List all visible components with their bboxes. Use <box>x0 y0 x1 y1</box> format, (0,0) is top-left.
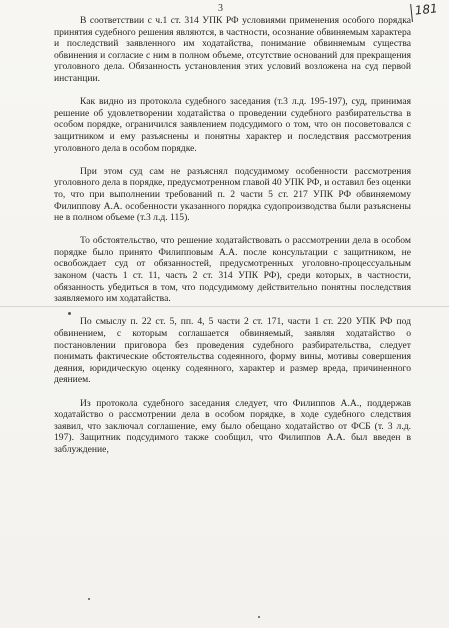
page-number: 3 <box>218 3 223 14</box>
paragraph-6: Из протокола судебного заседания следует, что Филиппов А.А., поддержав ходатайство о рассмотрении дела в особом порядке, в ходе судебного следствия заявил, что заключал соглашение, ему было обещано ходатайство от ФСБ (т. 3 л.д. 197). Защитник подсудимого также сообщил, что Филиппов А.А. был введен в заблуждение, <box>54 397 411 455</box>
scan-speck <box>88 598 90 600</box>
sheet-number-text: 181 <box>414 1 439 18</box>
document-body <box>54 15 411 467</box>
handwritten-sheet-number <box>407 1 439 24</box>
paragraph-1: В соответствии с ч.1 ст. 314 УПК РФ условиями применения особого порядка принятия судебного решения являются, в частности, осознание обвиняемым характера и последствий заявленного им ходатайства, понимание обвиняемым существа обвинения и согласие с ним в полном объеме, отсутствие оснований для прекращения уголовного дела. Обязанность установления этих условий возложена на суд первой инстанции. <box>54 15 411 84</box>
paragraph-3: При этом суд сам не разъяснял подсудимому особенности рассмотрения уголовного дела в порядке, предусмотренном главой 40 УПК РФ, и оставил без оценки то, что при выполнении требований п. 2 части 5 ст. 217 УПК РФ обвиняемому Филиппову А.А. особенности указанного порядка судопроизводства были разъяснены не в полном объеме (т.3 л.д. 115). <box>54 165 411 224</box>
paragraph-2: Как видно из протокола судебного заседания (т.3 л.д. 195-197), суд, принимая решение об удовлетворении ходатайства о проведении судебного разбирательства в особом порядке, ограничился заявлением подсудимого о том, что он посоветовался с защитником и ему разъяснены и понятны характер и последствия рассмотрения уголовного дела в особом порядке. <box>54 96 411 154</box>
scan-speck <box>68 312 71 315</box>
paragraph-5: По смыслу п. 22 ст. 5, пп. 4, 5 части 2 ст. 171, части 1 ст. 220 УПК РФ под обвинением, с которым соглашается обвиняемый, заявляя ходатайство о постановлении приговора без проведения судебного разбирательства, следует понимать фактические обстоятельства содеянного, форму вины, мотивы совершения деяния, юридическую оценку содеянного, характер и размер вреда, причиненного деянием. <box>54 316 411 386</box>
scan-speck <box>258 616 260 618</box>
paragraph-4: То обстоятельство, что решение ходатайствовать о рассмотрении дела в особом порядке было принято Филипповым А.А. после консультации с защитником, не освобождает суд от обязанностей, предусмотренных уголовно-процессуальным законом (часть 1 ст. 11, часть 2 ст. 314 УПК РФ), среди которых, в частности, обязанность убедиться в том, что подсудимому действительно понятны последствия заявляемого им ходатайства. <box>54 235 411 305</box>
